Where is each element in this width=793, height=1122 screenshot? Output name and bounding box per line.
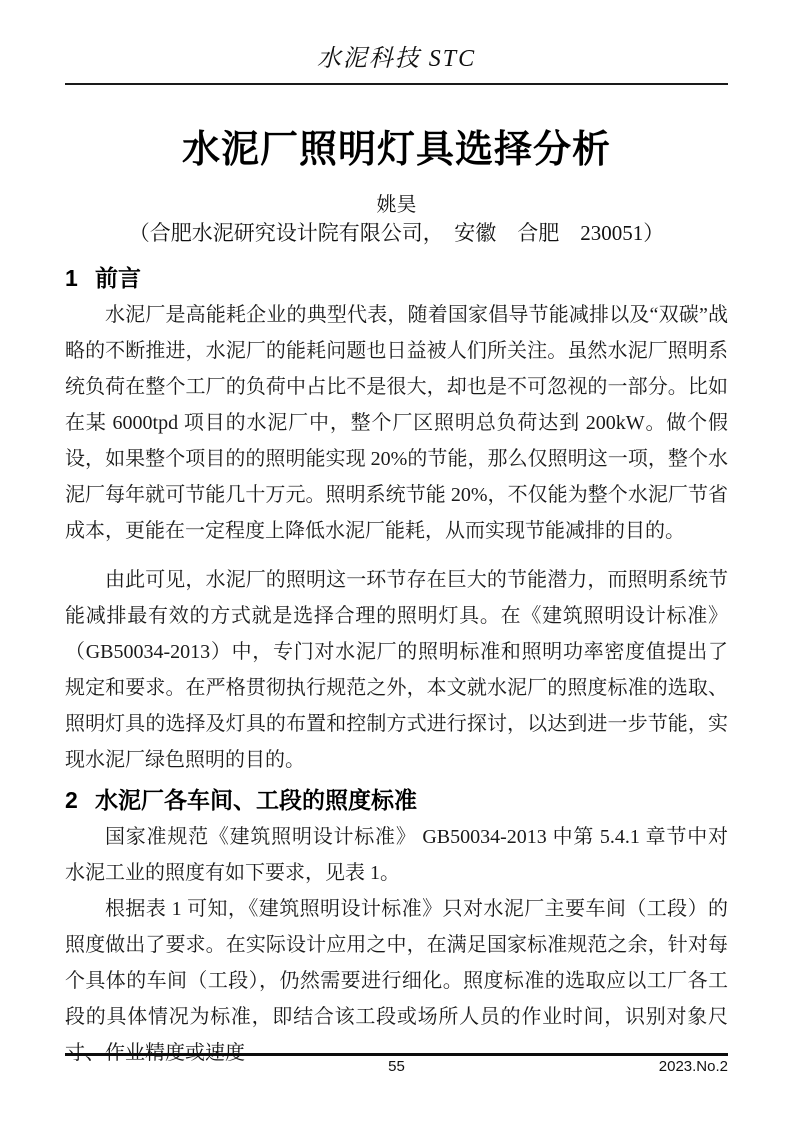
journal-title: 水泥科技 STC xyxy=(316,46,477,72)
footer-row xyxy=(65,1056,728,1078)
page-footer xyxy=(65,1053,728,1078)
journal-header xyxy=(0,0,793,74)
paragraph-standard-2: 根据表 1 可知，《建筑照明设计标准》只对水泥厂主要车间（工段）的照度做出了要求。在实际设计应用之中，在满足国家标准规范之余，针对每个具体的车间（工段），仍然需要进行细化。照度标准的选取应以工厂各工段的具体情况为标准，即结合该工段或场所人员的作业时间，识别对象尺寸、作业精度或速度 xyxy=(65,898,728,1064)
paragraph-foreword-1: 水泥厂是高能耗企业的典型代表，随着国家倡导节能减排以及“双碳”战略的不断推进，水泥厂的能耗问题也日益被人们所关注。虽然水泥厂照明系统负荷在整个工厂的负荷中占比不是很大，却也是不可忽视的一部分。比如在某 6000tpd 项目的水泥厂中，整个厂区照明总负荷达到 200kW。做个假设，如果整个项目的的照明能实现 20%的节能，那么仅照明这一项，整个水泥厂每年就可节能几十万元。照明系统节能 20%，不仅能为整个水泥厂节省成本，更能在一定程度上降低水泥厂能耗，从而实现节能减排的目的。 xyxy=(65,304,728,542)
page-number: 55 xyxy=(388,1058,405,1075)
paragraph-standard-1: 国家准规范《建筑照明设计标准》 GB50034-2013 中第 5.4.1 章节中对水泥工业的照度有如下要求，见表 1。 xyxy=(65,826,728,884)
article-title: 水泥厂照明灯具选择分析 xyxy=(181,129,611,171)
article-body xyxy=(65,127,728,1071)
author-name: 姚昊 xyxy=(376,194,417,216)
author-affiliation: （合肥水泥研究设计院有限公司， 安徽 合肥 230051） xyxy=(128,221,665,245)
section-heading-illuminance-standard xyxy=(65,785,728,816)
paragraph-foreword-2: 由此可见，水泥厂的照明这一环节存在巨大的节能潜力，而照明系统节能减排最有效的方式就是选择合理的照明灯具。在《建筑照明设计标准》（GB50034-2013）中，专门对水泥厂的照明标准和照明功率密度值提出了规定和要求。在严格贯彻执行规范之外，本文就水泥厂的照度标准的选取、照明灯具的选择及灯具的布置和控制方式进行探讨，以达到进一步节能，实现水泥厂绿色照明的目的。 xyxy=(65,569,728,771)
section-number: 1 xyxy=(65,265,78,291)
section-title: 前言 xyxy=(95,265,142,291)
header-rule xyxy=(65,83,728,85)
issue-number: 2023.No.2 xyxy=(658,1058,728,1075)
section-title: 水泥厂各车间、工段的照度标准 xyxy=(95,787,418,813)
section-heading-foreword xyxy=(65,263,728,294)
section-number: 2 xyxy=(65,787,78,813)
